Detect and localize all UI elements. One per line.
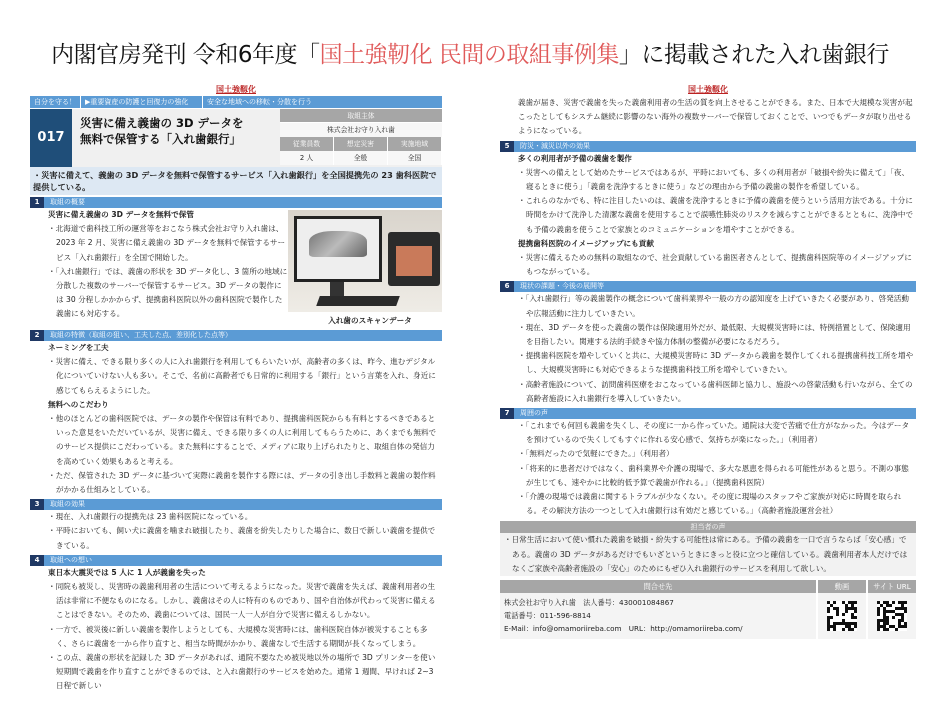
bullet: ・「介護の現場では義歯に関するトラブルが少なくない。その度に現場のスタッフやご家族が対応に時間を取られる。その解決方法の一つとして入れ歯銀行は有効だと感じている。」（高齢者施設運営会社） — [518, 492, 902, 516]
bullet: ・同院も被災し、災害時の義歯利用者の生活について考えるようになった。災害で義歯を失えば、義歯利用者の生活は非常に不便なものになる。しかし、義歯はその人に特有のものであり、国や自治体が代わって災害に備えることはできない。そのため、義歯については、国民一人一人が自分で災害に備えるしかない。 — [48, 582, 436, 620]
section-header — [30, 197, 442, 208]
info-table — [280, 109, 442, 167]
section-title: 周囲の声 — [514, 408, 916, 419]
scanner-image — [388, 232, 440, 286]
bullet: ・提携歯科医院を増やしていくと共に、大規模災害時に 3D データから義歯を製作してくれる提携歯科技工所を増やし、大規模災害時にも対応できるような提携歯科技工所を増やしていきたい。 — [518, 351, 914, 375]
table-value: 全国 — [388, 151, 442, 165]
monitor-image — [294, 216, 382, 282]
case-number: 017 — [30, 109, 72, 167]
section-number: 3 — [30, 499, 44, 510]
section-number: 1 — [30, 197, 44, 208]
subheading: 無料へのこだわり — [48, 399, 109, 409]
headline-post: 」に掲載された入れ歯銀行 — [618, 42, 889, 68]
bullet: ・「これまでも何回も義歯を失くし、その度に一から作っていた。通院は大変で苦痛で仕方がなかった。今はデータを預けているので失くしてもすぐに作れる安心感で、気持ちが楽になった。」（利用者） — [518, 421, 910, 445]
bullet: ・「入れ歯銀行」等の義歯製作の概念について歯科業界や一般の方の認知度を上げていきたく必要があり、啓発活動や広報活動に注力していきたい。 — [518, 294, 909, 318]
entity-label: 取組主体 — [280, 109, 442, 123]
table-value: 全般 — [334, 151, 388, 165]
section-title: 取組の特徴（取組の狙い、工夫した点、差別化した点等） — [44, 330, 442, 341]
contact-table — [500, 580, 916, 639]
contact-company: 株式会社お守り入れ歯 法人番号：430001084867 — [504, 598, 674, 608]
qr-code-icon[interactable] — [827, 601, 857, 631]
subheading: 災害に備え義歯の 3D データを無料で保管 — [48, 210, 194, 219]
bullet: ・これらのなかでも、特に注目したいのは、義歯を洗浄するときに予備の義歯を使うという活用方法である。十分に時間をかけて洗浄した清潔な義歯を使用することで誤嚥性肺炎のリスクを減らすことができるとともに、洗浄中でも予備の義歯を使うことで家族とのコミュニケーションを増やすことができる。 — [518, 196, 914, 234]
site-url-header: サイト URL — [868, 580, 916, 593]
scan-photo — [288, 210, 442, 312]
section-number: 6 — [500, 281, 514, 292]
kicker: 国土強靱化 — [688, 85, 728, 94]
table-header: 想定災害 — [334, 137, 388, 151]
bullet: ・災害に備えるための無料の取組なので、社会貢献している歯医者さんとして、提携歯科医院等のイメージアップにもつながっている。 — [518, 253, 912, 277]
section-number: 4 — [30, 555, 44, 566]
bullet: ・現在、3D データを使った義歯の製作は保険適用外だが、最低限、大規模災害時には、特例措置として、保険適用を目指したい。関連する法的手続きや協力体制の整備が必要になるだろう。 — [518, 322, 911, 347]
headline — [0, 36, 940, 69]
subheading: ネーミングを工夫 — [48, 343, 109, 352]
section-number: 7 — [500, 408, 514, 419]
bullet: ・災害への備えとして始めたサービスではあるが、平時においても、多くの利用者が「破損や紛失に備えて」「夜、寝るときに使う」「義歯を洗浄するときに使う」などの理由から予備の義歯の製作を希望している。 — [518, 167, 910, 192]
section-number: 5 — [500, 141, 514, 152]
category-3: 安全な地域への移転・分散を行う — [207, 98, 312, 106]
section-header — [30, 499, 442, 510]
bullet: ・北海道で歯科技工所の運営等をおこなう株式会社お守り入れ歯は、2023 年 2 月、災害に備え義歯の 3D データを無料で保管するサービス「入れ歯銀行」を全国で開始した。 — [48, 224, 286, 262]
bullet: ・現在、入れ歯銀行の提携先は 23 歯科医院になっている。 — [48, 512, 253, 522]
bullet: ・「無料だったので気軽にできた。」（利用者） — [518, 449, 674, 459]
table-header: 従業員数 — [280, 137, 334, 151]
bullet: ・高齢者施設について、訪問歯科医療をおこなっている歯科医師と協力し、施設への啓蒙活動も行いながら、全ての高齢者施設に入れ歯銀行を導入していきたい。 — [518, 379, 913, 403]
title-line: 災害に備え義歯の 3D データを — [80, 116, 244, 130]
bullet: ・この点、義歯の形状を記録した 3D データがあれば、通院不要なため被災地以外の場所で 3D プリンターを使い短期間で義歯を作り直すことができるのでは、と入れ歯銀行のサービスを始めた。通常 1 週間、早ければ 2~3 日程で新しい — [48, 653, 436, 691]
bullet: ・災害に備え、できる限り多くの人に入れ歯銀行を利用してもらいたいが、高齢者の多くは、昨今、進むデジタル化についていけない人も多い。そこで、名前に高齢者でも日常的に利用する「銀行」という言葉を入れ、身近に感じてもらえるようにした。 — [48, 357, 436, 395]
contact-header: 問合せ先 — [500, 580, 816, 593]
bullet: ・「入れ歯銀行」では、義歯の形状を 3D データ化し、3 箇所の地域に分散した複数のサーバーで保管するサービス。3D データの製作には 30 分程しかかからず、提携歯科医院以外の歯科医院で製作した義歯にも対応する。 — [48, 266, 288, 319]
staff-voice-header: 担当者の声 — [500, 521, 916, 533]
category-1: 自分を守る！ — [30, 96, 81, 108]
section-header — [500, 141, 916, 152]
video-header: 動画 — [818, 580, 866, 593]
entity-value: 株式会社お守り入れ歯 — [280, 123, 442, 137]
section-header — [500, 408, 916, 419]
contact-email-url[interactable]: E-Mail：info@omamoriireba.com URL：http://omamoriireba.com/ — [504, 624, 743, 634]
headline-highlight: 国土強靭化 民間の取組事例集 — [319, 42, 619, 68]
category-2: ▶重要資産の防護と回復力の強化 — [81, 96, 203, 108]
bullet: ・ただ、保管された 3D データに基づいて実際に義歯を製作する際には、データの引き出し手数料と義歯の製作料がかかる仕組みとしている。 — [48, 470, 436, 495]
table-value: 2 人 — [280, 151, 334, 165]
section-header — [30, 555, 442, 566]
headline-pre: 内閣官房発刊 令和6年度「 — [51, 42, 320, 68]
bullet: ・一方で、被災後に新しい義歯を製作しようとしても、大規模な災害時には、歯科医院自体が被災することも多く、さらに義歯を一から作り直すと、相当な時間がかかり、義歯なしで生活する期間が長くなってしまう。 — [48, 624, 428, 648]
left-page — [30, 84, 442, 694]
continued-text: 義歯が届き、災害で義歯を失った義歯利用者の生活の質を向上させることができる。また、日本で大規模な災害が起こったとしてもシステム継続に影響のない海外の複数サーバーで保管しておくことで、いつでもデータが取り出せるようになっている。 — [518, 98, 913, 136]
bullet: ・「将来的に患者だけではなく、歯科業界や介護の現場で、多大な恩恵を得られる可能性があると思う。不測の事態が生じても、速やかに比較的低予算で義歯が作れる。」（提携歯科医院） — [518, 463, 909, 487]
subheading: 多くの利用者が予備の義歯を製作 — [518, 153, 632, 163]
category-bar — [30, 96, 442, 108]
section-title: 取組の効果 — [44, 499, 442, 510]
table-header: 実施地域 — [388, 137, 442, 151]
section-number: 2 — [30, 330, 44, 341]
contact-phone[interactable]: 電話番号：011-596-8814 — [504, 611, 591, 621]
title-block — [30, 109, 442, 167]
right-page — [500, 84, 916, 639]
section-title: 取組の概要 — [44, 197, 442, 208]
bullet: ・平時においても、飼い犬に義歯を噛まれ破損したり、義歯を紛失したりした場合に、数日で新しい義歯を提供できている。 — [48, 526, 436, 550]
section-title: 取組への想い — [44, 555, 442, 566]
photo-caption: 入れ歯のスキャンデータ — [328, 316, 412, 325]
summary: ・災害に備えて、義歯の 3D データを無料で保管するサービス「入れ歯銀行」を全国提携先の 23 歯科医院で提供している。 — [30, 167, 442, 195]
subheading: 東日本大震災では 5 人に 1 人が義歯を失った — [48, 567, 206, 577]
section-header — [500, 281, 916, 292]
qr-code-icon[interactable] — [877, 601, 907, 631]
section-title: 現状の課題・今後の展開等 — [514, 281, 916, 292]
case-title — [72, 109, 280, 167]
section-header — [30, 330, 442, 341]
title-line: 無料で保管する「入れ歯銀行」 — [80, 132, 241, 146]
staff-voice-body: ・日常生活において使い慣れた義歯を破損・紛失する可能性は常にある。予備の義歯を一口で言うならば「安心感」である。義歯の 3D データがあるだけでもいざというときにきっと役に立つと確信している。義歯利用者本人だけではなくご家族や高齢者施設の「安心」のためにもぜひ入れ歯銀行のサービスを利用して欲しい。 — [500, 533, 916, 576]
section-title: 防災・減災以外の効果 — [514, 141, 916, 152]
bullet: ・他のほとんどの歯科医院では、データの製作や保管は有料であり、提携歯科医院からも有料とするべきであるといった意見をいただいているが、災害に備え、できる限り多くの人に利用してもらうために、あくまでも無料でのサービス提供にこだわっている。また無料にすることで、メディアに取り上げられたりと、取組自体の発信力を高めていく効果もあると考える。 — [48, 414, 437, 466]
kicker: 国土強靱化 — [216, 85, 256, 94]
subheading: 提携歯科医院のイメージアップにも貢献 — [518, 238, 654, 248]
